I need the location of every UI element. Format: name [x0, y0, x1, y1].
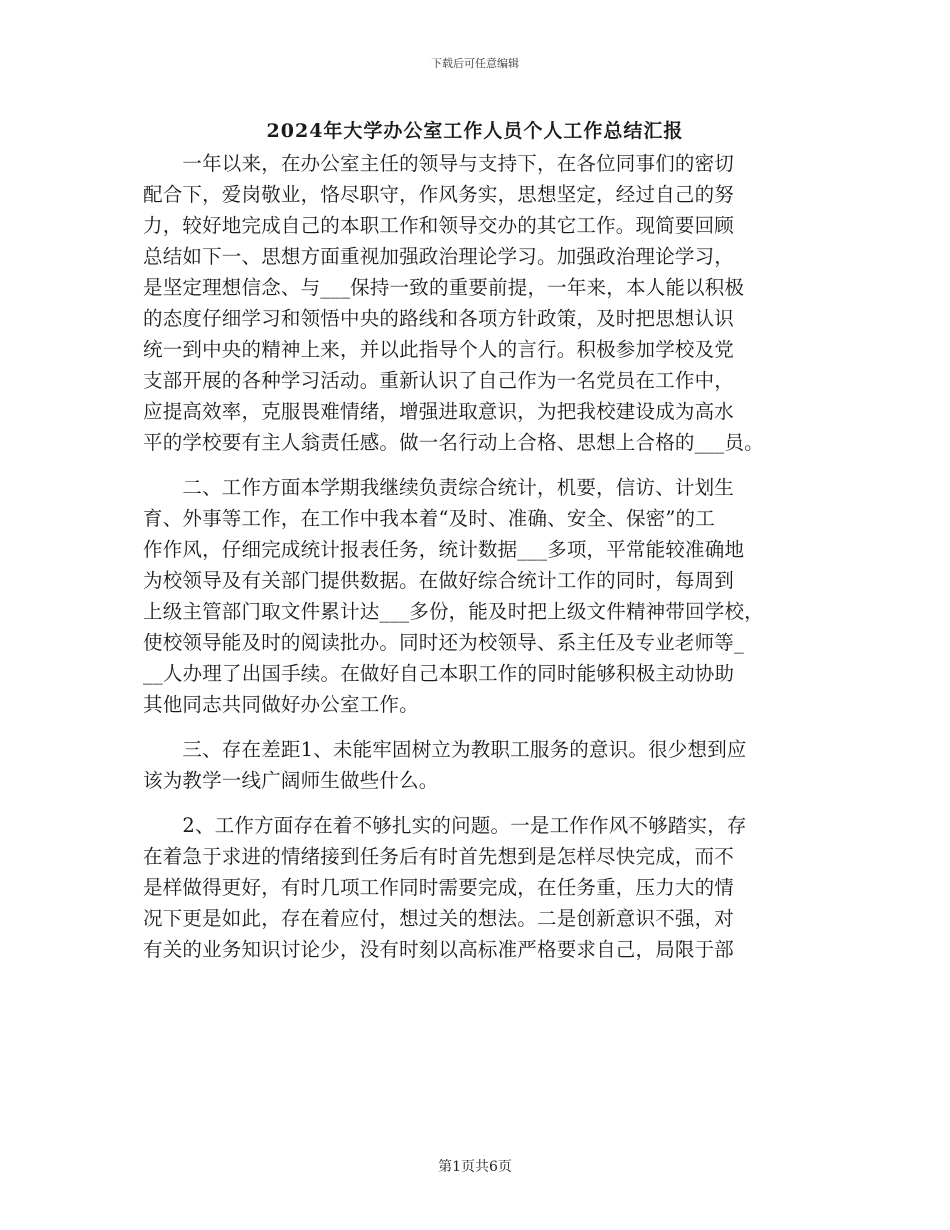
document-title: 2024年大学办公室工作人员个人工作总结汇报 — [266, 120, 684, 142]
text-line: 上级主管部门取文件累计达___多份，能及时把上级文件精神带回学校， — [143, 600, 764, 623]
text-line: 平的学校要有主人翁责任感。做一名行动上合格、思想上合格的___员。 — [143, 431, 764, 454]
text-line: 2、工作方面存在着不够扎实的问题。一是工作作风不够踏实，存 — [143, 814, 747, 837]
text-line: 是样做得更好，有时几项工作同时需要完成，在任务重，压力大的情 — [143, 876, 735, 899]
page-number: 第1页共6页 — [438, 1159, 512, 1175]
text-line: 总结如下一、思想方面重视加强政治理论学习。加强政治理论学习， — [143, 245, 735, 268]
text-line: 在着急于求进的情绪接到任务后有时首先想到是怎样尽快完成，而不 — [143, 845, 735, 868]
text-line: 为校领导及有关部门提供数据。在做好综合统计工作的同时，每周到 — [143, 569, 735, 592]
paragraph-4 — [143, 810, 808, 965]
text-line: 有关的业务知识讨论少，没有时刻以高标准严格要求自己，局限于部 — [143, 938, 735, 961]
paragraph-2 — [143, 472, 808, 720]
text-line: 支部开展的各种学习活动。重新认识了自己作为一名党员在工作中， — [143, 369, 735, 392]
text-line: 况下更是如此，存在着应付，想过关的想法。二是创新意识不强，对 — [143, 907, 735, 930]
text-line: 二、工作方面本学期我继续负责综合统计，机要，信访、计划生 — [143, 476, 735, 499]
text-line: 应提高效率，克服畏难情绪，增强进取意识，为把我校建设成为高水 — [143, 400, 735, 423]
header-note: 下载后可任意编辑 — [431, 57, 519, 70]
text-line: 一年以来，在办公室主任的领导与支持下，在各位同事们的密切 — [143, 152, 735, 175]
text-line: 统一到中央的精神上来，并以此指导个人的言行。积极参加学校及党 — [143, 338, 735, 361]
paragraph-1 — [143, 148, 808, 458]
text-line: 三、存在差距1、未能牢固树立为教职工服务的意识。很少想到应 — [143, 738, 747, 761]
text-line: 配合下，爱岗敬业，恪尽职守，作风务实，思想坚定，经过自己的努 — [143, 183, 735, 206]
text-line: 育、外事等工作，在工作中我本着“及时、准确、安全、保密”的工 — [143, 507, 715, 530]
text-line: 力，较好地完成自己的本职工作和领导交办的其它工作。现简要回顾 — [143, 214, 735, 237]
text-line: 使校领导能及时的阅读批办。同时还为校领导、系主任及专业老师等_ — [143, 631, 744, 654]
document-body — [143, 148, 808, 965]
paragraph-gap — [143, 796, 808, 810]
text-line: 的态度仔细学习和领悟中央的路线和各项方针政策，及时把思想认识 — [143, 307, 735, 330]
text-line: 其他同志共同做好办公室工作。 — [143, 693, 419, 716]
paragraph-gap — [143, 458, 808, 472]
paragraph-3 — [143, 734, 808, 796]
paragraph-gap — [143, 720, 808, 734]
text-line: 作作风，仔细完成统计报表任务，统计数据___多项，平常能较准确地 — [143, 538, 745, 561]
text-line: __人办理了出国手续。在做好自己本职工作的同时能够积极主动协助 — [143, 662, 735, 685]
text-line: 是坚定理想信念、与___保持一致的重要前提，一年来，本人能以积极 — [143, 276, 745, 299]
text-line: 该为教学一线广阔师生做些什么。 — [143, 769, 439, 792]
